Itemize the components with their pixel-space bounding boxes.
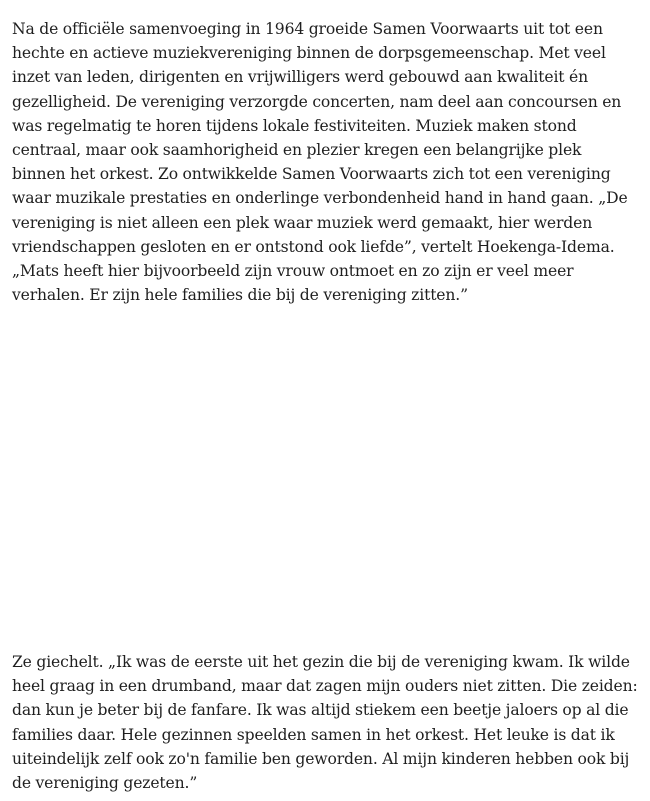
article-paragraph: Ze giechelt. „Ik was de eerste uit het gezin die bij de vereniging kwam. Ik wilde heel graag in een drumband, maar dat zagen mijn ouders niet zitten. Die zeiden: dan kun je beter bij de fanfare. Ik was altijd stiekem een beetje jaloers op al die families daar. Hele gezinnen speelden samen in het orkest. Het leuke is dat ik uiteindelijk zelf ook zo'n familie ben geworden. Al mijn kinderen hebben ook bij de vereniging gezeten.” <box>12 653 638 793</box>
article-paragraph: Na de officiële samenvoeging in 1964 groeide Samen Voorwaarts uit tot een hechte en actieve muziekvereniging binnen de dorpsgemeenschap. Met veel inzet van leden, dirigenten en vrijwilligers werd gebouwd aan kwaliteit én gezelligheid. De vereniging verzorgde concerten, nam deel aan concoursen en was regelmatig te horen tijdens lokale festiviteiten. Muziek maken stond centraal, maar ook saamhorigheid en plezier kregen een belangrijke plek binnen het orkest. Zo ontwikkelde Samen Voorwaarts zich tot een vereniging waar muzikale prestaties en onderlinge verbondenheid hand in hand gaan. „De vereniging is niet alleen een plek waar muziek werd gemaakt, hier werden vriendschappen gesloten en er ontstond ook liefde”, vertelt Hoekenga-Idema. „Mats heeft hier bijvoorbeeld zijn vrouw ontmoet en zo zijn er veel meer verhalen. Er zijn hele families die bij de vereniging zitten.” <box>12 20 628 305</box>
media-placeholder <box>12 320 638 640</box>
